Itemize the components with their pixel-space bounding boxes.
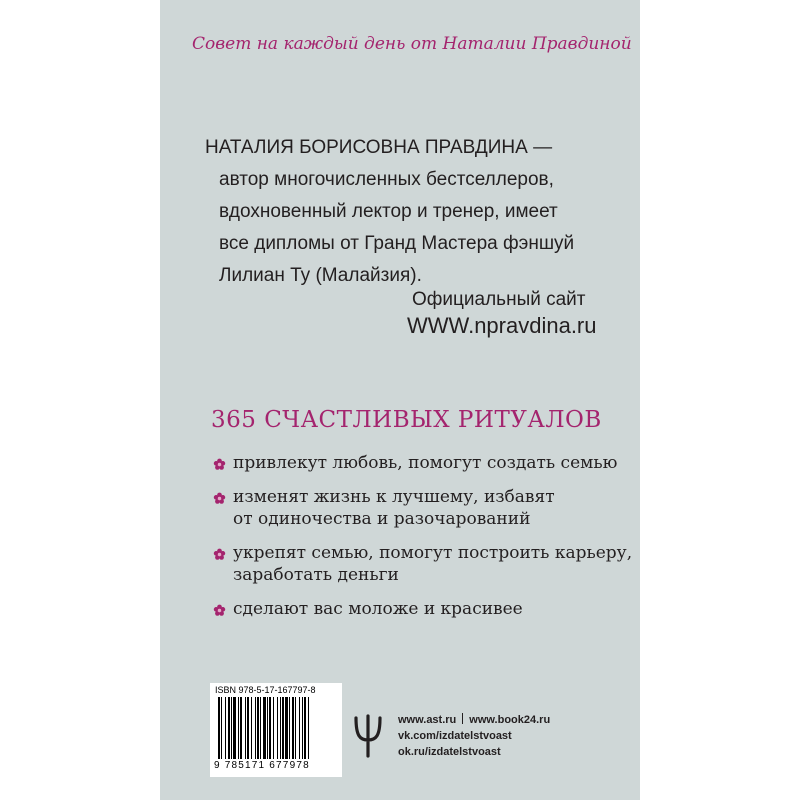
isbn-text: ISBN 978-5-17-167797-8: [215, 685, 316, 695]
list-item-text: сделают вас моложе и красивее: [233, 599, 523, 619]
barcode-bar: [282, 697, 284, 759]
book-back-cover: [160, 0, 640, 800]
link-ast[interactable]: www.ast.ru: [398, 714, 457, 726]
barcode-bar: [299, 697, 300, 759]
barcode: [210, 683, 342, 777]
list-item-text: привлекут любовь, помогут создать семью: [233, 453, 618, 473]
barcode-bar: [263, 697, 266, 759]
series-title: Совет на каждый день от Наталии Правдиной: [192, 34, 632, 54]
bio-line: НАТАЛИЯ БОРИСОВНА ПРАВДИНА —: [205, 137, 553, 158]
divider: [462, 713, 463, 724]
barcode-bar: [304, 697, 306, 759]
barcode-bar: [228, 697, 230, 759]
barcode-bar: [245, 697, 246, 759]
barcode-bar: [240, 697, 242, 759]
publisher-links: [398, 712, 550, 760]
barcode-bar: [269, 697, 271, 759]
flower-icon: [213, 604, 226, 617]
list-item: [213, 486, 633, 530]
official-site-label: Официальный сайт: [412, 289, 586, 310]
list-item: [213, 598, 633, 620]
link-book24[interactable]: www.book24.ru: [469, 714, 551, 726]
rituals-list: [213, 452, 633, 632]
barcode-bar: [251, 697, 252, 759]
author-bio: [205, 132, 625, 292]
list-item: [213, 542, 633, 586]
rituals-heading: 365 СЧАСТЛИВЫХ РИТУАЛОВ: [211, 407, 602, 433]
publisher-psi-logo: [351, 712, 385, 758]
barcode-bar: [308, 697, 309, 759]
bio-line: автор многочисленных бестселлеров,: [219, 169, 554, 190]
bio-line: вдохновенный лектор и тренер, имеет: [219, 201, 558, 222]
barcode-bars: [216, 697, 336, 759]
barcode-bar: [221, 697, 222, 759]
flower-icon: [213, 548, 226, 561]
barcode-bar: [280, 697, 281, 759]
barcode-bar: [285, 697, 288, 759]
barcode-bar: [302, 697, 303, 759]
list-item-text: укрепят семью, помогут построить карьеру, заработать деньги: [233, 543, 633, 585]
bio-line: все дипломы от Гранд Мастера фэншуй: [219, 233, 575, 254]
barcode-bar: [289, 697, 290, 759]
flower-icon: [213, 458, 226, 471]
barcode-bar: [231, 697, 232, 759]
list-item-text: изменят жизнь к лучшему, избавят от одиночества и разочарований: [233, 487, 555, 529]
list-item: [213, 452, 633, 474]
barcode-bar: [257, 697, 259, 759]
link-ok[interactable]: ok.ru/izdatelstvoast: [398, 746, 501, 758]
barcode-bar: [277, 697, 278, 759]
barcode-bar: [292, 697, 294, 759]
barcode-bar: [233, 697, 236, 759]
barcode-bar: [255, 697, 256, 759]
barcode-bar: [260, 697, 261, 759]
barcode-bar: [218, 697, 220, 759]
barcode-bar: [238, 697, 239, 759]
barcode-bar: [295, 697, 296, 759]
barcode-bar: [247, 697, 249, 759]
flower-icon: [213, 492, 226, 505]
barcode-digits: 9 785171 677978: [214, 760, 310, 771]
barcode-bar: [225, 697, 226, 759]
barcode-bar: [273, 697, 274, 759]
bio-line: Лилиан Ту (Малайзия).: [219, 265, 422, 286]
official-site-url: WWW.npravdina.ru: [407, 313, 597, 338]
barcode-bar: [267, 697, 268, 759]
link-vk[interactable]: vk.com/izdatelstvoast: [398, 730, 512, 742]
